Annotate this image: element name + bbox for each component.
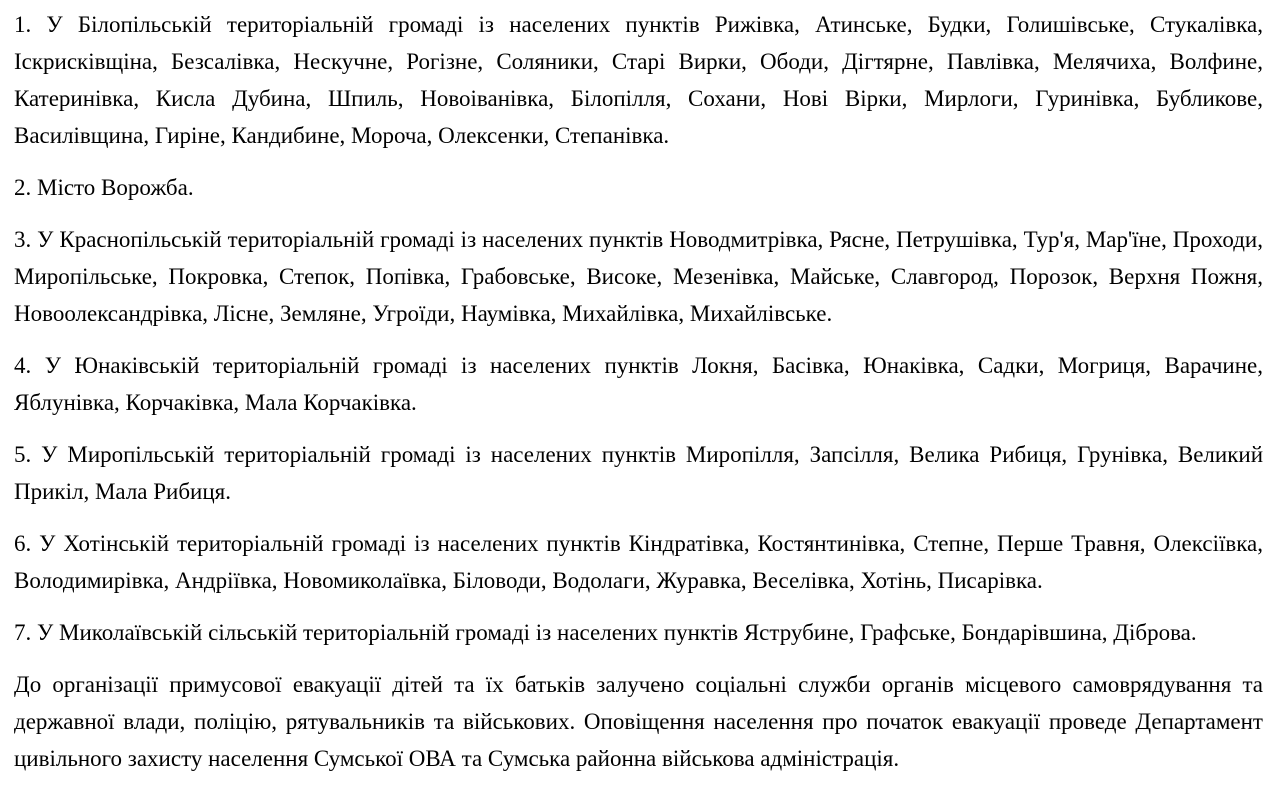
paragraph-community-myropilska: 5. У Миропільській територіальній громаді із населених пунктів Миропілля, Запсілля, Велика Рибиця, Грунівка, Великий Прикіл, Мала Рибиця. — [14, 442, 1263, 504]
paragraph-community-khotinska: 6. У Хотінській територіальній громаді із населених пунктів Кіндратівка, Костянтинівка, Степне, Перше Травня, Олексіївка, Володимирівка, Андріївка, Новомиколаївка, Біловоди, Водолаги, Журавка, Веселівка, Хотінь, Писарівка. — [14, 531, 1263, 593]
paragraph-community-krasnopilska: 3. У Краснопільській територіальній громаді із населених пунктів Новодмитрівка, Рясне, Петрушівка, Тур'я, Мар'їне, Проходи, Миропільське, Покровка, Степок, Попівка, Грабовське, Високе, Мезенівка, Майське, Славгород, Порозок, Верхня Пожня, Новоолександрівка, Лісне, Земляне, Угроїди, Наумівка, Михайлівка, Михайлівське. — [14, 227, 1263, 326]
paragraph-community-bilopilska: 1. У Білопільській територіальній громаді із населених пунктів Рижівка, Атинське, Будки, Голишівське, Стукалівка, Іскрисківщіна, Безсалівка, Нескучне, Рогізне, Соляники, Старі Вирки, Ободи, Дігтярне, Павлівка, Мелячиха, Волфине, Катеринівка, Кисла Дубина, Шпиль, Новоіванівка, Білопілля, Сохани, Нові Вірки, Мирлоги, Гуринівка, Бубликове, Василівщина, Гиріне, Кандибине, Мороча, Олексенки, Степанівка. — [14, 12, 1263, 148]
paragraph-community-yunakivska: 4. У Юнаківській територіальній громаді із населених пунктів Локня, Басівка, Юнаківка, Садки, Могриця, Варачине, Яблунівка, Корчаківка, Мала Корчаківка. — [14, 353, 1263, 415]
paragraph-city-vorozhba: 2. Місто Ворожба. — [14, 175, 194, 200]
paragraph-evacuation-organization: До організації примусової евакуації дітей та їх батьків залучено соціальні служби органів місцевого самоврядування та державної влади, поліцію, рятувальників та військових. Оповіщення населення про початок евакуації проведе Департамент цивільного захисту населення Сумської ОВА та Сумська районна військова адміністрація. — [14, 672, 1263, 771]
paragraph-community-mykolaivska: 7. У Миколаївській сільській територіальній громаді із населених пунктів Яструбине, Графське, Бондарівшина, Діброва. — [14, 620, 1197, 645]
